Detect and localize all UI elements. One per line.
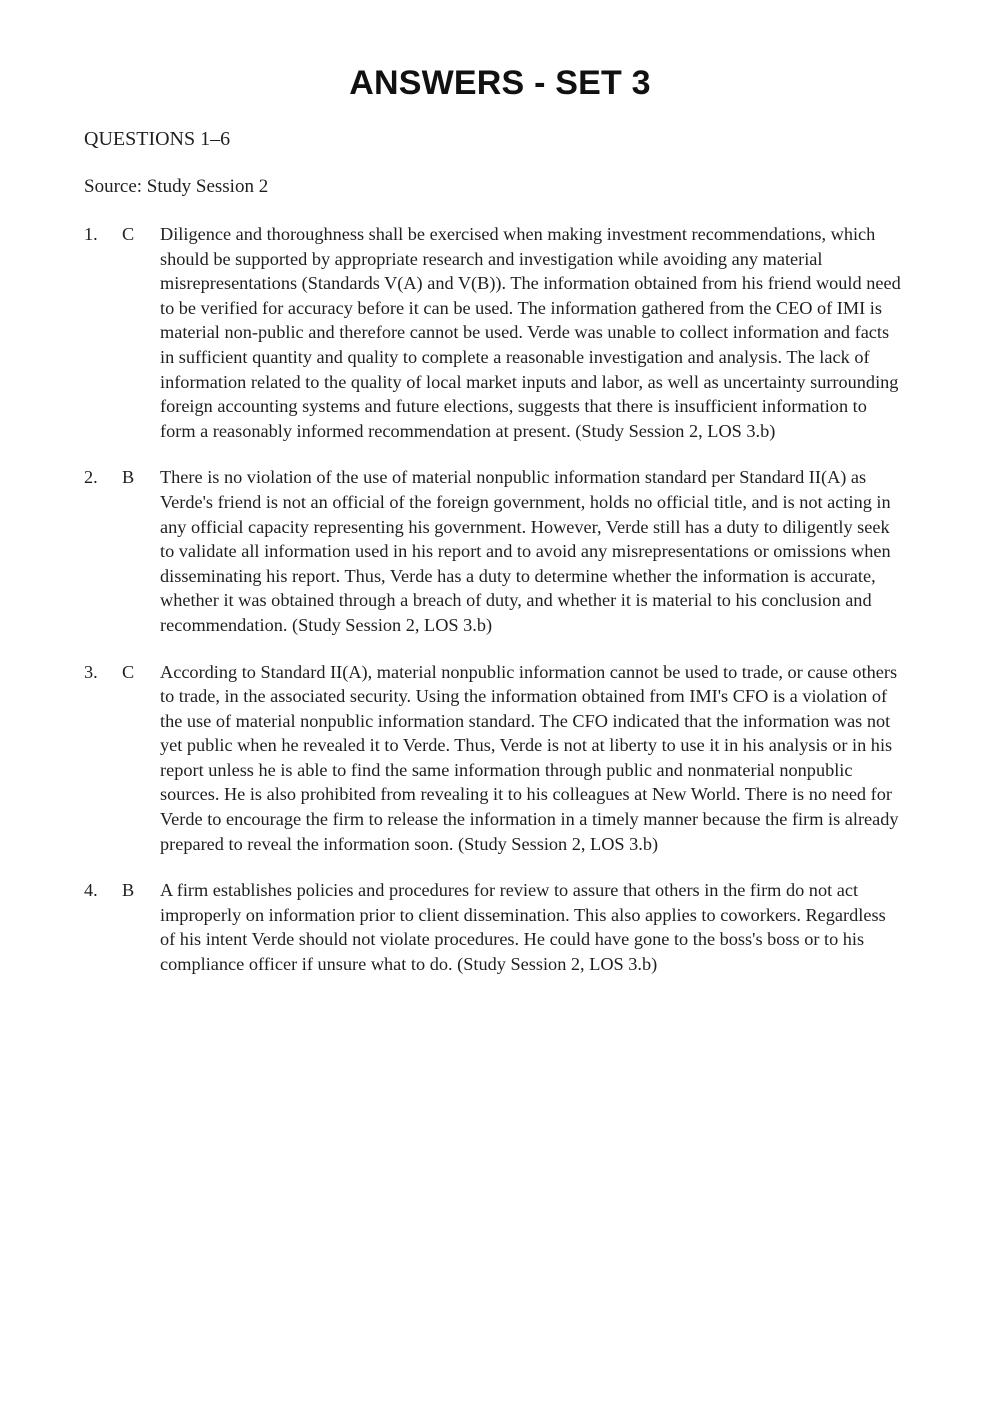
answer-item-4 bbox=[84, 878, 904, 976]
answer-letter: C bbox=[122, 661, 135, 682]
section-heading: QUESTIONS 1–6 bbox=[84, 128, 231, 150]
answer-number: 4. bbox=[84, 880, 98, 901]
answer-letter: B bbox=[122, 467, 135, 488]
answer-explanation: There is no violation of the use of material nonpublic information standard per Standard II(A) as Verde's friend is not an official of the foreign government, holds no official title, and is not acting in any official capacity representing his government. However, Verde still has a duty to diligently seek to validate all information used in his report and to avoid any misrepresentations or omissions when disseminating his report. Thus, Verde has a duty to determine whether the information is accurate, whether it was obtained through a breach of duty, and whether it is material to his conclusion and recommendation. (Study Session 2, LOS 3.b) bbox=[160, 467, 891, 635]
source-line: Source: Study Session 2 bbox=[84, 176, 269, 197]
page-title: ANSWERS - SET 3 bbox=[349, 64, 651, 102]
answer-number: 3. bbox=[84, 661, 98, 682]
answer-explanation: A firm establishes policies and procedures for review to assure that others in the firm do not act improperly on information prior to client dissemination. This also applies to coworkers. Regardless of his intent Verde should not violate procedures. He could have gone to the boss's boss or to his compliance officer if unsure what to do. (Study Session 2, LOS 3.b) bbox=[160, 880, 886, 975]
answer-letter: C bbox=[122, 224, 135, 244]
answer-explanation: According to Standard II(A), material nonpublic information cannot be used to trade, or cause others to trade, in the associated security. Using the information obtained from IMI's CFO is a violation of the use of material nonpublic information standard. The CFO indicated that the information was not yet public when he revealed it to Verde. Thus, Verde is not at liberty to use it in his analysis or in his report unless he is able to find the same information through public and nonmaterial nonpublic sources. He is also prohibited from revealing it to his colleagues at New World. There is no need for Verde to encourage the firm to release the information in a timely manner because the firm is already prepared to reveal the information soon. (Study Session 2, LOS 3.b) bbox=[160, 661, 899, 854]
answers-list bbox=[84, 222, 904, 999]
answer-item-1 bbox=[84, 222, 904, 443]
answer-number: 2. bbox=[84, 467, 98, 488]
answer-item-2 bbox=[84, 465, 904, 637]
answer-letter: B bbox=[122, 880, 135, 901]
answer-number: 1. bbox=[84, 224, 98, 244]
answer-item-3 bbox=[84, 660, 904, 857]
answer-explanation: Diligence and thoroughness shall be exercised when making investment recommendations, which should be supported by appropriate research and investigation while avoiding any material misrepresentations (Standards V(A) and V(B)). The information obtained from his friend would need to be verified for accuracy before it can be used. The information gathered from the CEO of IMI is material non-public and therefore cannot be used. Verde was unable to collect information and facts in sufficient quantity and quality to complete a reasonable investigation and analysis. The lack of information related to the quality of local market inputs and labor, as well as uncertainty surrounding foreign accounting systems and future elections, suggests that there is insufficient information to form a reasonably informed recommendation at present. (Study Session 2, LOS 3.b) bbox=[160, 224, 901, 441]
